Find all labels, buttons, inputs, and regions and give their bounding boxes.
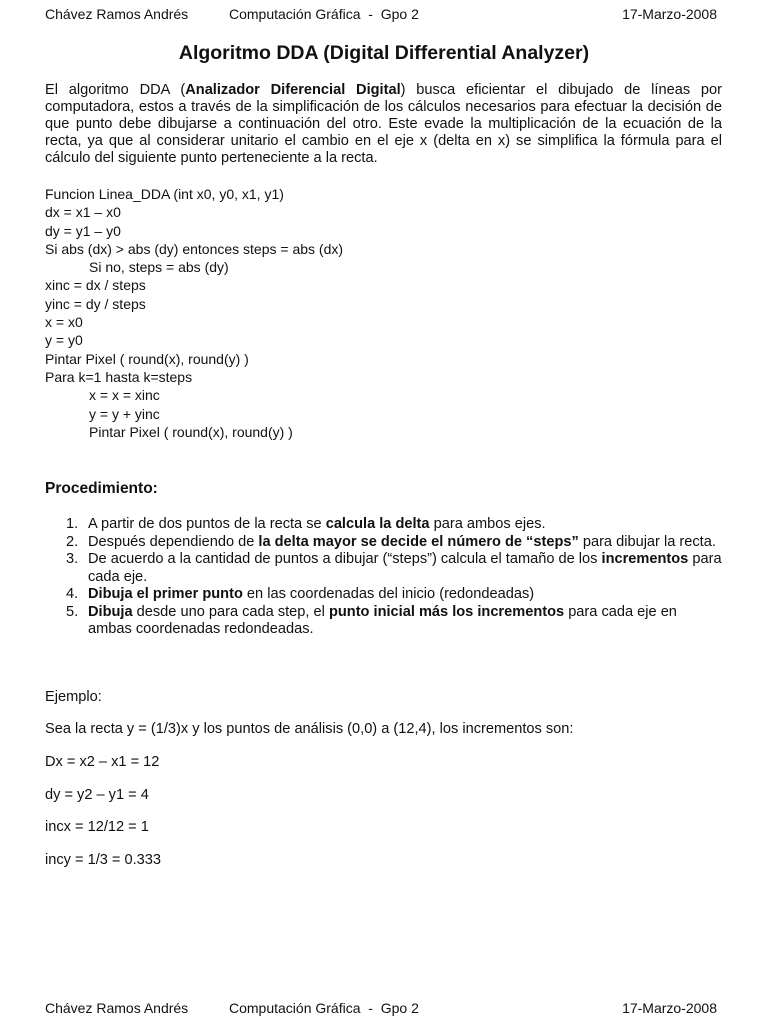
example-line: Sea la recta y = (1/3)x y los puntos de análisis (0,0) a (12,4), los incrementos son: <box>45 721 574 737</box>
footer-course: Computación Gráfica - Gpo 2 <box>229 1000 419 1016</box>
step-text-bold: la delta mayor se decide el número de “steps” <box>258 533 579 550</box>
step-number: 2. <box>66 533 79 550</box>
example-line: incx = 12/12 = 1 <box>45 819 149 835</box>
step-number: 1. <box>66 516 79 532</box>
step-text: Después dependiendo de <box>88 533 259 550</box>
code-line: y = y0 <box>45 332 83 349</box>
header-course: Computación Gráfica - Gpo 2 <box>229 6 419 22</box>
procedure-step <box>44 516 724 534</box>
document-title: Algoritmo DDA (Digital Differential Analyzer) <box>178 42 590 64</box>
step-text: en las coordenadas del inicio (redondeadas) <box>242 586 535 602</box>
example-line: incy = 1/3 = 0.333 <box>45 852 162 868</box>
procedure-list <box>44 516 724 639</box>
step-text-bold: Dibuja <box>88 603 133 620</box>
step-number: 3. <box>66 551 79 567</box>
procedure-step <box>44 534 724 552</box>
header-date: 17-Marzo-2008 <box>622 6 717 22</box>
code-line: yinc = dy / steps <box>45 295 146 312</box>
code-line: y = y + yinc <box>89 405 160 422</box>
step-text: para ambos ejes. <box>429 516 546 532</box>
step-text: para dibujar la recta. <box>578 533 716 550</box>
step-text: De acuerdo a la cantidad de puntos a dibujar (“steps”) calcula el tamaño de los <box>88 551 602 567</box>
footer-date: 17-Marzo-2008 <box>622 1000 717 1016</box>
intro-suffix: ) busca eficientar el dibujado de líneas por computadora, estos a través de la simplificación de los cálculos necesarios para efectuar la decisión de que punto debe dibujarse a continuación del otro. Este evade la multiplicación de la ecuación de la recta, ya que al considerar unitario el cambio en el eje x (delta en x) se simplifica la fórmula para el cálculo del siguiente punto perteneciente a la recta. <box>45 82 722 166</box>
footer-author: Chávez Ramos Andrés <box>45 1000 189 1016</box>
procedure-step <box>44 551 724 586</box>
code-line: xinc = dx / steps <box>45 277 146 294</box>
step-text-bold: punto inicial más los incrementos <box>328 603 565 620</box>
code-line: Si abs (dx) > abs (dy) entonces steps = abs (dx) <box>45 240 344 257</box>
step-text: desde uno para cada step, el <box>132 603 329 620</box>
example-label: Ejemplo: <box>45 689 102 705</box>
code-line: dx = x1 – x0 <box>45 204 121 221</box>
code-line: Si no, steps = abs (dy) <box>89 259 229 276</box>
page-header <box>45 6 717 26</box>
step-number: 5. <box>66 603 79 620</box>
intro-bold: Analizador Diferencial Digital <box>185 82 401 98</box>
step-text-bold: incrementos <box>601 551 689 567</box>
code-line: x = x0 <box>45 314 83 331</box>
step-text: para cada eje. <box>88 551 722 585</box>
step-number: 4. <box>66 586 79 602</box>
procedure-step <box>44 586 724 604</box>
code-line: Pintar Pixel ( round(x), round(y) ) <box>45 350 249 367</box>
intro-prefix: El algoritmo DDA ( <box>45 82 186 98</box>
step-text-bold: Dibuja el primer punto <box>88 586 243 602</box>
page-footer <box>45 1000 717 1020</box>
intro-paragraph <box>45 82 722 167</box>
procedure-heading: Procedimiento: <box>45 480 158 497</box>
procedure-step <box>44 604 724 639</box>
code-line: dy = y1 – y0 <box>45 222 121 239</box>
step-text: A partir de dos puntos de la recta se <box>88 516 326 532</box>
code-line: Para k=1 hasta k=steps <box>45 368 193 385</box>
code-line: Pintar Pixel ( round(x), round(y) ) <box>89 423 293 440</box>
code-line: Funcion Linea_DDA (int x0, y0, x1, y1) <box>45 186 284 202</box>
pseudocode-block <box>45 185 645 441</box>
example-line: dy = y2 – y1 = 4 <box>45 787 149 803</box>
step-text: para cada eje en ambas coordenadas redondeadas. <box>88 603 677 637</box>
step-text-bold: calcula la delta <box>325 516 430 532</box>
code-line: x = x = xinc <box>89 387 160 404</box>
example-line: Dx = x2 – x1 = 12 <box>45 754 160 770</box>
header-author: Chávez Ramos Andrés <box>45 6 189 22</box>
